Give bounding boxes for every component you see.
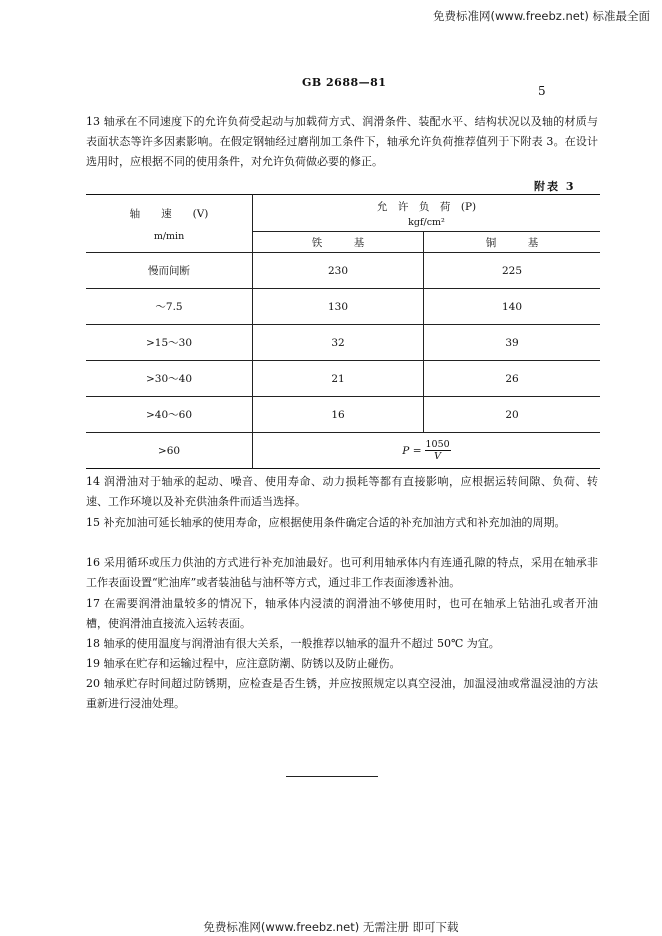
load-unit: kgf/cm² xyxy=(408,216,445,228)
speed-cell: 慢而间断 xyxy=(86,253,253,289)
iron-value: 130 xyxy=(253,289,424,325)
clause-17: 17 在需要润滑油量较多的情况下，轴承体内浸渍的润滑油不够使用时，也可在轴承上钻油孔或者开油槽，使润滑油直接流入运转表面。 xyxy=(86,597,598,630)
clause-20: 20 轴承贮存时间超过防锈期，应检查是否生锈，并应按照规定以真空浸油，加温浸油或常温浸油的方法重新进行浸油处理。 xyxy=(86,677,598,710)
clause-16: 16 采用循环或压力供油的方式进行补充加油最好。也可利用轴承体内有连通孔隙的特点，采用在轴承非工作表面设置“贮油库”或者装油毡与油杯等方式，通过非工作表面渗透补油。 xyxy=(86,556,598,589)
copper-value: 20 xyxy=(424,397,601,433)
copper-value: 39 xyxy=(424,325,601,361)
clause-14: 14 润滑油对于轴承的起动、噪音、使用寿命、动力损耗等都有直接影响，应根据运转间隙、负荷、转速、工作环境以及补充供油条件而适当选择。 xyxy=(86,475,598,508)
speed-cell: >40～60 xyxy=(86,397,253,433)
load-header: 允 许 负 荷 (P) xyxy=(376,200,477,213)
iron-value: 16 xyxy=(253,397,424,433)
speed-cell: >30～40 xyxy=(86,361,253,397)
speed-unit: m/min xyxy=(153,230,185,242)
iron-value: 230 xyxy=(253,253,424,289)
speed-cell: >60 xyxy=(86,433,253,469)
end-divider xyxy=(286,776,378,777)
formula-denominator: V xyxy=(434,451,442,462)
site-banner-bottom: 免费标准网(www.freebz.net) 无需注册 即可下载 xyxy=(203,920,459,934)
table-row xyxy=(86,289,600,325)
clause-13: 13 轴承在不同速度下的允许负荷受起动与加载荷方式、润滑条件、装配水平、结构状况以及轴的材质与表面状态等许多因素影响。在假定钢轴经过磨削加工条件下，轴承允许负荷推荐值列于下附表 3。在设计选用时，应根据不同的使用条件，对允许负荷做必要的修正。 xyxy=(86,115,598,168)
formula-cell xyxy=(253,433,601,469)
clause-18: 18 轴承的使用温度与润滑油有很大关系，一般推荐以轴承的温升不超过 50℃ 为宜。 xyxy=(86,637,500,650)
allowable-load-table xyxy=(86,194,600,469)
table-row xyxy=(86,253,600,289)
iron-value: 21 xyxy=(253,361,424,397)
copper-header: 铜 基 xyxy=(424,232,601,253)
speed-header: 轴 速 (V) xyxy=(129,207,209,220)
site-banner-top: 免费标准网(www.freebz.net) 标准最全面 xyxy=(433,9,650,23)
load-header-cell xyxy=(253,195,601,232)
speed-cell: >15～30 xyxy=(86,325,253,361)
copper-value: 140 xyxy=(424,289,601,325)
copper-value: 225 xyxy=(424,253,601,289)
formula-numerator: 1050 xyxy=(425,439,450,450)
table-row xyxy=(86,433,600,469)
page-number: 5 xyxy=(538,84,546,98)
table-row xyxy=(86,361,600,397)
iron-header: 铁 基 xyxy=(253,232,424,253)
clause-19: 19 轴承在贮存和运输过程中，应注意防潮、防锈以及防止碰伤。 xyxy=(86,657,401,670)
formula-lhs: P = xyxy=(402,444,422,457)
formula-fraction xyxy=(425,439,451,462)
table-caption: 附表 3 xyxy=(534,180,576,193)
load-formula xyxy=(402,439,450,462)
table-row xyxy=(86,397,600,433)
iron-value: 32 xyxy=(253,325,424,361)
table-row xyxy=(86,325,600,361)
copper-value: 26 xyxy=(424,361,601,397)
speed-cell: ～7.5 xyxy=(86,289,253,325)
clause-15: 15 补充加油可延长轴承的使用寿命，应根据使用条件确定合适的补充加油方式和补充加油的周期。 xyxy=(86,516,566,529)
speed-header-cell xyxy=(86,195,253,253)
standard-code: GB 2688—81 xyxy=(302,76,387,89)
